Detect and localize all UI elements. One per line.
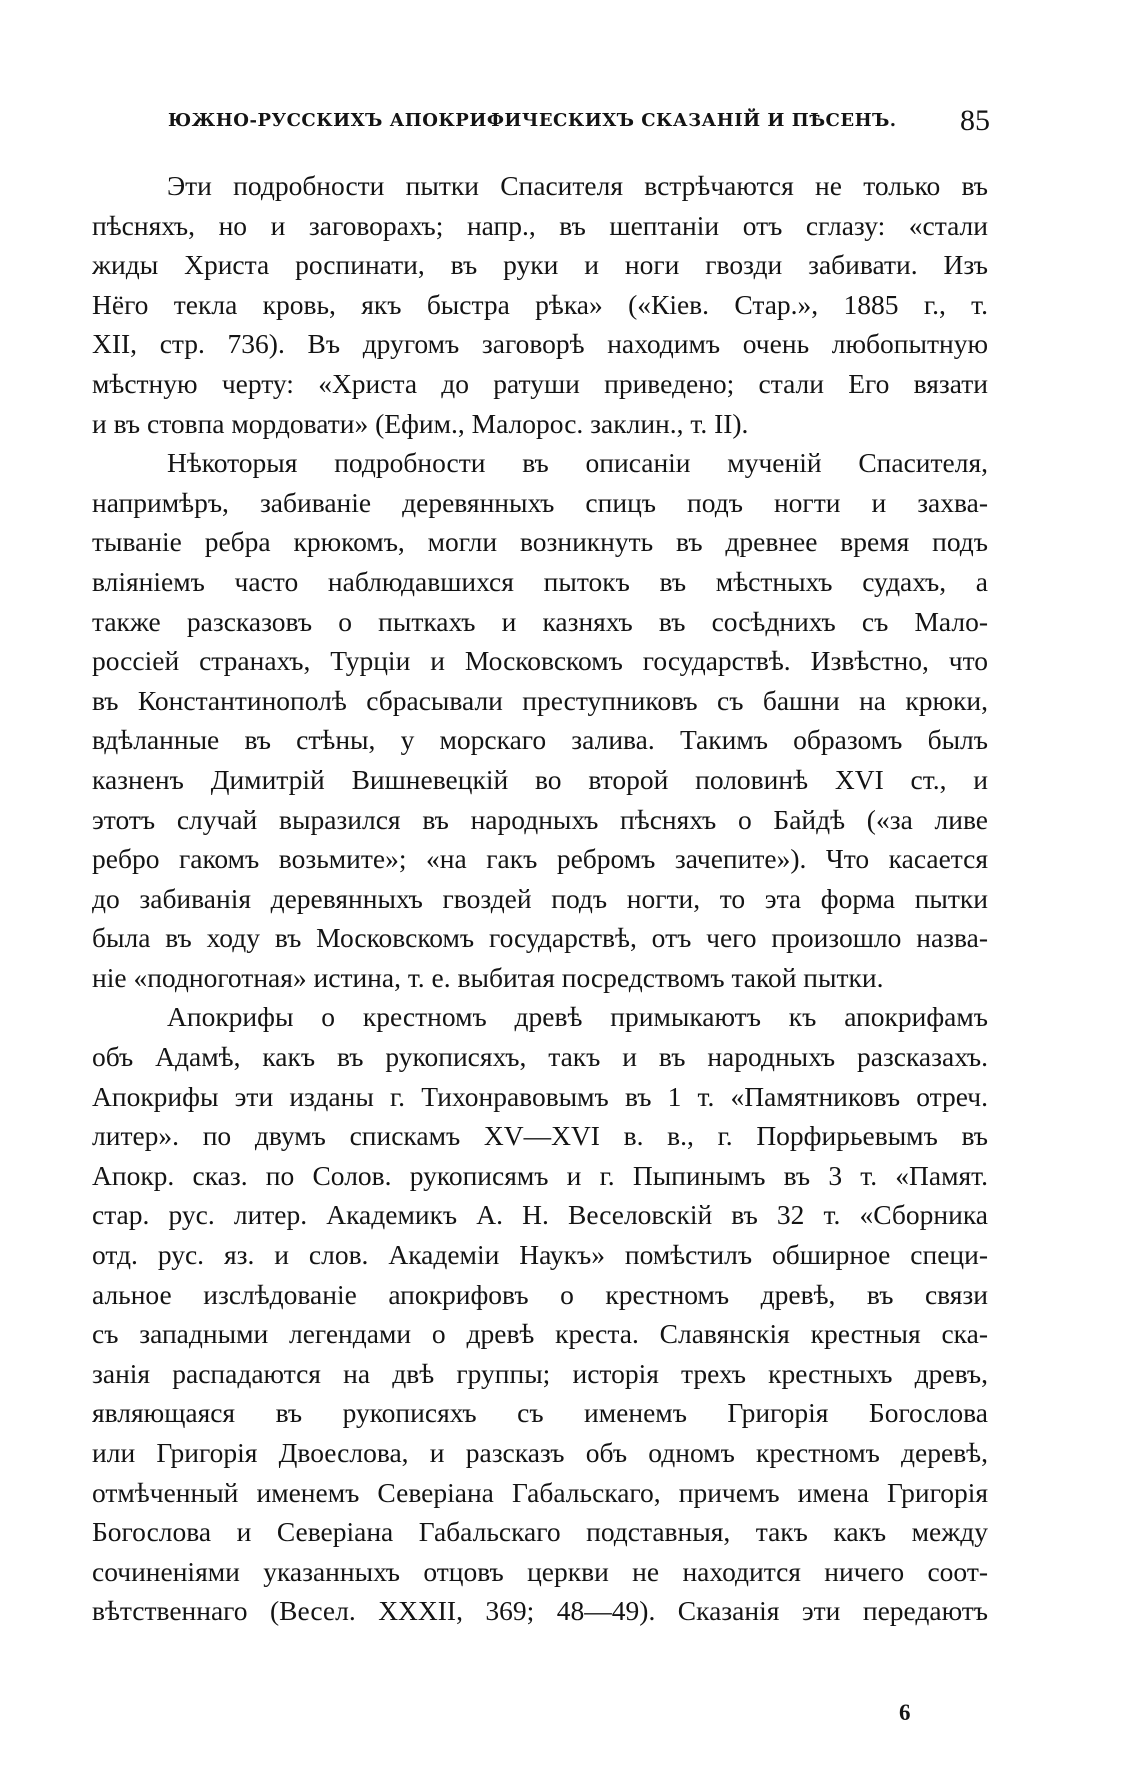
text-line: отмѣченный именемъ Северіана Габальскаго, причемъ имена Григорія [92, 1476, 988, 1508]
text-line: Апокрифы о крестномъ древѣ примыкаютъ къ апокрифамъ [167, 1001, 988, 1033]
page-number: 85 [960, 104, 990, 137]
text-line: ніе «подноготная» истина, т. е. выбитая посредствомъ такой пытки. [92, 961, 884, 993]
text-line: Нёго текла кровь, якъ быстра рѣка» («Кіев. Стар.», 1885 г., т. [92, 288, 988, 320]
text-line: съ западными легендами о древѣ креста. Славянскія крестныя ска- [92, 1318, 988, 1350]
text-line: вліяніемъ часто наблюдавшихся пытокъ въ мѣстныхъ судахъ, а [92, 565, 988, 597]
text-line: или Григорія Двоеслова, и разсказъ объ одномъ крестномъ деревѣ, [92, 1437, 988, 1468]
text-line: этотъ случай выразился въ народныхъ пѣсняхъ о Байдѣ («за ливе [92, 803, 988, 835]
running-title: ЮЖНО-РУССКИХЪ АПОКРИФИЧЕСКИХЪ СКАЗАНІЙ И ПѢСЕНЪ. [168, 110, 897, 131]
text-line: вдѣланные въ стѣны, у морскаго залива. Такимъ образомъ былъ [92, 724, 988, 756]
text-line: напримѣръ, забиваніе деревянныхъ спицъ подъ ногти и захва- [92, 486, 988, 518]
signature-mark: 6 [899, 1700, 911, 1725]
text-line: и въ стовпа мордовати» (Ефим., Малорос. заклин., т. II). [92, 407, 749, 439]
text-line: отд. рус. яз. и слов. Академіи Наукъ» помѣстилъ обширное специ- [92, 1239, 988, 1271]
text-line: мѣстную черту: «Христа до ратуши приведено; стали Его вязати [92, 367, 988, 399]
text-line: Нѣкоторыя подробности въ описаніи мученій Спасителя, [167, 447, 988, 479]
text-line: до забиванія деревянныхъ гвоздей подъ ногти, то эта форма пытки [92, 882, 988, 914]
text-line: сочиненіями указанныхъ отцовъ церкви не находится ничего соот- [92, 1555, 988, 1587]
text-line: литер». по двумъ спискамъ XV—XVI в. в., г. Порфирьевымъ въ [92, 1120, 988, 1152]
running-header [92, 104, 990, 140]
text-line: въ Константинополѣ сбрасывали преступниковъ съ башни на крюки, [92, 684, 988, 716]
text-line: Апокр. сказ. по Солов. рукописямъ и г. Пыпинымъ въ 3 т. «Памят. [92, 1159, 988, 1191]
text-line: Богослова и Северіана Габальскаго подставныя, такъ какъ между [92, 1516, 988, 1548]
text-line: также разсказовъ о пыткахъ и казняхъ въ сосѣднихъ съ Мало- [92, 605, 988, 637]
text-line: Апокрифы эти изданы г. Тихонравовымъ въ 1 т. «Памятниковъ отреч. [92, 1080, 988, 1112]
text-line: тываніе ребра крюкомъ, могли возникнуть въ древнее время подъ [92, 526, 988, 558]
body-text [92, 166, 988, 1631]
text-line: вѣтственнаго (Весел. XXXII, 369; 48—49). Сказанія эти передаютъ [92, 1595, 988, 1627]
text-line: стар. рус. литер. Академикъ А. Н. Веселовскій въ 32 т. «Сборника [92, 1199, 988, 1231]
text-line: объ Адамѣ, какъ въ рукописяхъ, такъ и въ народныхъ разсказахъ. [92, 1041, 988, 1073]
text-line: являющаяся въ рукописяхъ съ именемъ Григорія Богослова [92, 1397, 988, 1429]
text-line: альное изслѣдованіе апокрифовъ о крестномъ древѣ, въ связи [92, 1278, 988, 1310]
text-line: россіей странахъ, Турціи и Московскомъ государствѣ. Извѣстно, что [92, 645, 988, 677]
text-line: казненъ Димитрій Вишневецкій во второй половинѣ XVI ст., и [92, 763, 988, 795]
text-line: Эти подробности пытки Спасителя встрѣчаются не только въ [167, 170, 988, 201]
text-line: занія распадаются на двѣ группы; исторія трехъ крестныхъ древъ, [92, 1357, 988, 1389]
text-line: жиды Христа роспинати, въ руки и ноги гвозди забивати. Изъ [92, 249, 988, 281]
text-line: была въ ходу въ Московскомъ государствѣ, отъ чего произошло назва- [92, 922, 988, 954]
text-line: ребро гакомъ возьмите»; «на гакъ ребромъ зачепите»). Что касается [92, 843, 988, 875]
text-line: XII, стр. 736). Въ другомъ заговорѣ находимъ очень любопытную [92, 328, 988, 360]
text-line: пѣсняхъ, но и заговорахъ; напр., въ шептаніи отъ сглазу: «стали [92, 209, 988, 241]
